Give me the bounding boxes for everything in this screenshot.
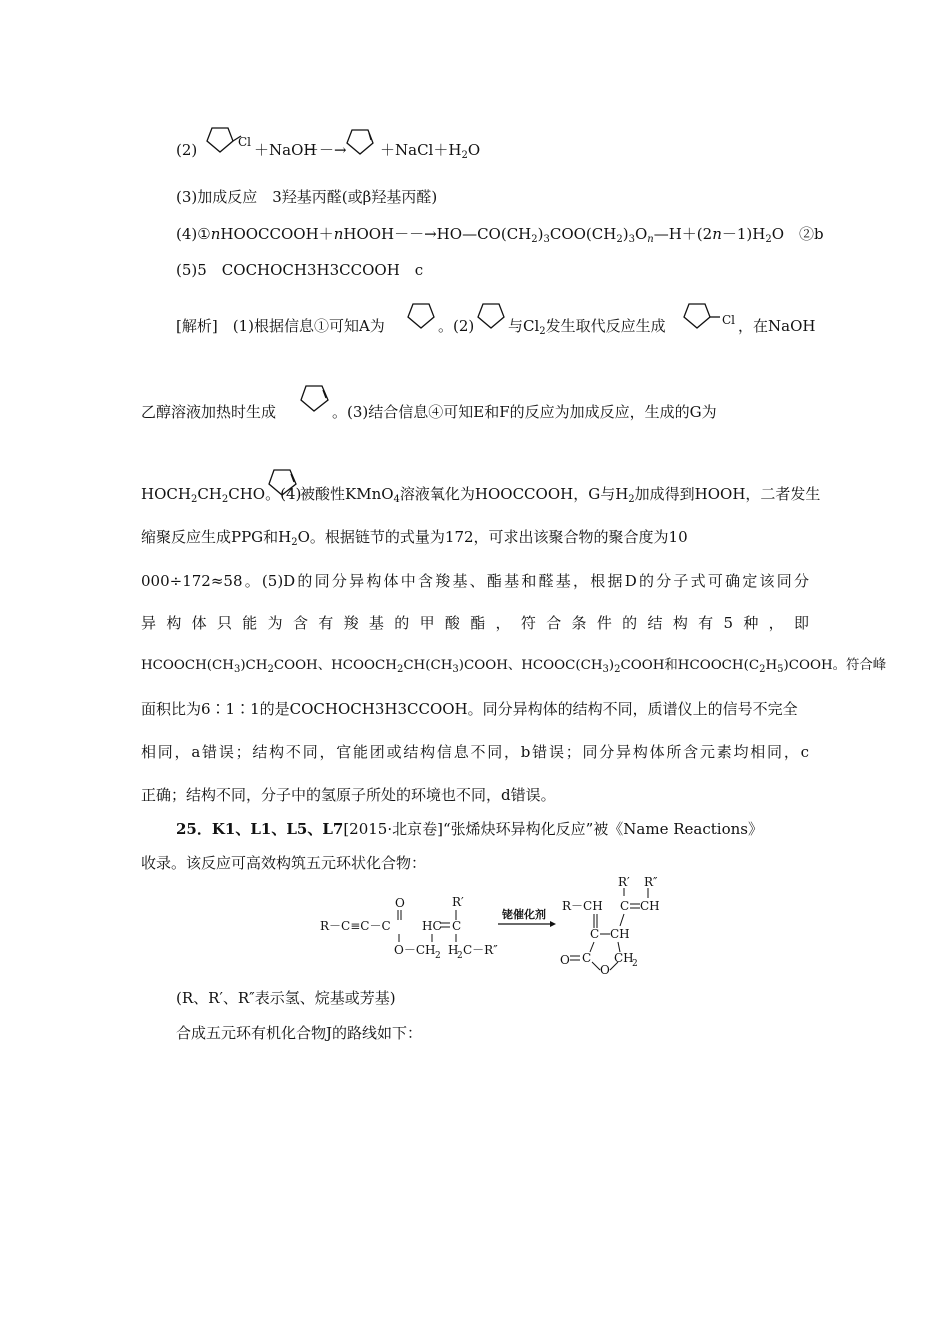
chloro-label-2: Cl <box>722 313 736 327</box>
svg-text:R′: R′ <box>618 876 630 889</box>
svg-text:R－CH: R－CH <box>562 899 603 913</box>
analysis-line-2b: 。(3)结合信息④可知E和F的反应为加成反应，生成的G为 <box>332 403 717 421</box>
analysis-line-5: 000÷172≈58。(5)D的同分异构体中含羧基、酯基和醛基，根据D的分子式可确定该同分 <box>141 572 809 590</box>
svg-text:H: H <box>448 943 459 957</box>
svg-text:2: 2 <box>632 959 638 969</box>
ester-oxygen: O－CH <box>394 943 436 957</box>
question-tag: 25．K1、L1、L5、L7 <box>176 820 344 838</box>
svg-text:CH: CH <box>614 951 634 965</box>
svg-text:O: O <box>395 896 405 910</box>
analysis-line-6: 异构体只能为含有羧基的甲酸酯，符合条件的结构有5种，即 <box>141 614 809 632</box>
cyclopentene-structure-3 <box>266 462 302 500</box>
analysis-line-10: 正确；结构不同，分子中的氢原子所处的环境也不同，d错误。 <box>141 786 556 804</box>
analysis-line-1a: [解析] (1)根据信息①可知A为 <box>176 317 385 335</box>
products-text: $+NaCl+H_2O$ <box>380 141 481 161</box>
analysis-line-3b: 被酸性KMnO$_4$溶液氧化为HOOCCOOH，G与$H_2$加成得到HOOH，二者发生 <box>300 485 821 505</box>
svg-text:C: C <box>590 927 600 941</box>
svg-text:CH: CH <box>610 927 630 941</box>
svg-text:CH: CH <box>640 899 660 913</box>
route-intro: 合成五元环有机化合物J的路线如下： <box>176 1024 423 1042</box>
cyclopentane-structure <box>404 298 440 334</box>
answer-3: (3)加成反应 3羟基丙醛(或β羟基丙醛) <box>176 188 438 206</box>
analysis-line-1d: ，在NaOH <box>738 317 816 335</box>
svg-text:C: C <box>452 919 462 933</box>
svg-text:R″: R″ <box>644 876 658 889</box>
answer-2-label: (2) <box>176 141 198 159</box>
svg-text:C: C <box>582 951 592 965</box>
svg-text:2: 2 <box>457 951 463 961</box>
svg-text:HC: HC <box>422 919 442 933</box>
question-25-line-2: 收录。该反应可高效构筑五元环状化合物： <box>141 854 427 872</box>
answer-2-line <box>176 140 197 160</box>
svg-text:C－R″: C－R″ <box>463 943 498 957</box>
catalyst-label: 铑催化剂 <box>502 908 546 921</box>
analysis-line-7: $HCOOCH(CH_3)CH_2COOH$、$HCOOCH_2CH(CH_3)COOH$、$HCOOC(CH_3)_2COOH$和$HCOOCH(C_2H_5)COOH$。符合峰 <box>141 658 887 675</box>
question-25-line-1: 25．K1、L1、L5、L7[2015·北京卷]“张烯炔环异构化反应”被《Name Reactions》 <box>176 820 763 838</box>
svg-text:O: O <box>600 963 610 976</box>
chloro-label: Cl <box>238 135 252 149</box>
svg-text:O: O <box>560 953 570 967</box>
analysis-line-9: 相同，a错误；结构不同，官能团或结构信息不同，b错误；同分异构体所含元素均相同，c <box>141 743 809 761</box>
analysis-line-1c: 与$Cl_2$发生取代反应生成 <box>508 317 666 337</box>
cyclopentane-structure-2 <box>474 298 510 334</box>
cyclopentene-structure-2 <box>298 378 334 416</box>
analysis-line-2a: 乙醇溶液加热时生成 <box>141 403 277 421</box>
answer-5: (5)5 COCHOCH3H3CCOOH c <box>176 261 424 279</box>
analysis-line-8: 面积比为6∶1∶1的是COCHOCH3H3CCOOH。同分异构体的结构不同，质谱仪上的信号不完全 <box>141 700 798 718</box>
answer-4: $(4)①nHOOCCOOH+nHOOH--\to HO—CO(CH_2)_3COO(CH_2)_3O_n—H+(2n-1)H_2O$ ②b <box>176 225 824 245</box>
svg-text:R′: R′ <box>452 895 464 909</box>
svg-text:2: 2 <box>435 951 441 961</box>
reaction-arrow: －－→ <box>304 141 347 159</box>
question-source: [2015·北京卷] <box>343 820 443 838</box>
reaction-scheme <box>318 876 678 976</box>
analysis-line-4: 缩聚反应生成PPG和$H_2O$。根据链节的式量为172，可求出该聚合物的聚合度为10 <box>141 528 688 548</box>
cyclopentene-structure <box>344 122 380 158</box>
naoh-reagent: ＋NaOH <box>254 141 317 159</box>
substituent-note: (R、R′、R″表示氢、烷基或芳基) <box>176 989 396 1007</box>
analysis-line-1b: 。(2) <box>438 317 475 335</box>
analysis-line-3a: $HOCH_2CH_2CHO$。(4) <box>141 485 302 505</box>
reactant-chain: R－C≡C－C <box>320 919 391 933</box>
svg-text:C: C <box>620 899 630 913</box>
